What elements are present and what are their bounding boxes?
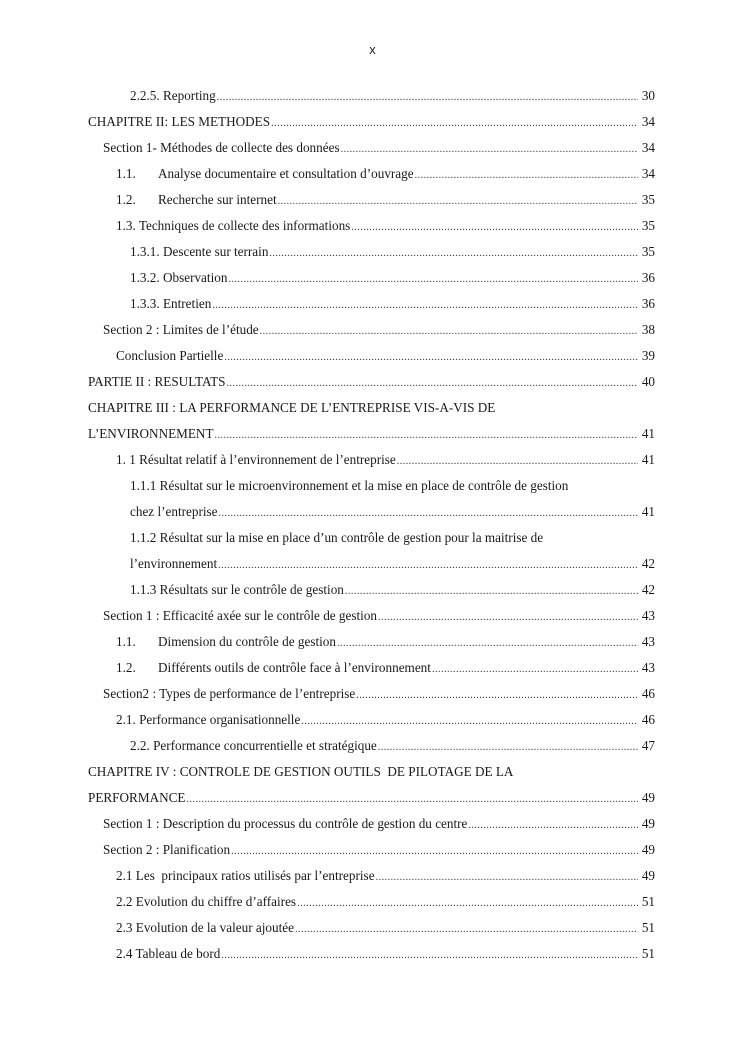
toc-entry-page: 49 bbox=[641, 816, 655, 831]
toc-entry-title: l’environnement bbox=[130, 556, 218, 571]
toc-entry-page: 51 bbox=[641, 894, 655, 909]
toc-entry-page: 49 bbox=[641, 842, 655, 857]
toc-entry-number: 1.2. bbox=[116, 660, 136, 675]
toc-entry[interactable] bbox=[130, 293, 655, 315]
toc-entry[interactable] bbox=[88, 761, 655, 783]
toc-entry-title bbox=[116, 631, 336, 653]
toc-entry[interactable] bbox=[130, 527, 655, 549]
toc-entry[interactable] bbox=[116, 709, 655, 731]
dot-leader bbox=[351, 217, 638, 239]
dot-leader bbox=[186, 789, 638, 811]
toc-entry-title: 1.1.1 Résultat sur le microenvironnement et la mise en place de contrôle de gestion bbox=[130, 478, 569, 493]
dot-leader bbox=[227, 373, 639, 395]
toc-entry[interactable] bbox=[130, 553, 655, 575]
dot-leader bbox=[219, 503, 639, 525]
toc-entry-title: 2.2 Evolution du chiffre d’affaires bbox=[116, 894, 297, 909]
toc-entry[interactable] bbox=[130, 267, 655, 289]
toc-entry-title: 1.1.3 Résultats sur le contrôle de gestion bbox=[130, 582, 344, 597]
dot-leader bbox=[269, 243, 638, 265]
toc-entry[interactable] bbox=[116, 449, 655, 471]
toc-entry[interactable] bbox=[116, 943, 655, 965]
toc-entry-page: 51 bbox=[641, 920, 655, 935]
toc-entry-title: chez l’entreprise bbox=[130, 504, 218, 519]
toc-entry-page: 49 bbox=[641, 868, 655, 883]
toc-entry-number: 1.2. bbox=[116, 192, 136, 207]
toc-entry[interactable] bbox=[116, 891, 655, 913]
toc-entry-title: L’ENVIRONNEMENT bbox=[88, 426, 214, 441]
toc-entry-title: Section 2 : Limites de l’étude bbox=[103, 322, 259, 337]
toc-entry-page: 35 bbox=[641, 218, 655, 233]
toc-entry-label: Recherche sur internet bbox=[158, 192, 277, 207]
toc-entry-title: CHAPITRE IV : CONTROLE DE GESTION OUTILS DE PILOTAGE DE LA bbox=[88, 764, 514, 779]
toc-entry[interactable] bbox=[130, 579, 655, 601]
toc-entry[interactable] bbox=[116, 917, 655, 939]
toc-entry-title: Section 1 : Efficacité axée sur le contrôle de gestion bbox=[103, 608, 378, 623]
toc-entry-page: 39 bbox=[641, 348, 655, 363]
dot-leader bbox=[228, 269, 638, 291]
toc-entry[interactable] bbox=[103, 839, 655, 861]
dot-leader bbox=[376, 867, 638, 889]
toc-entry-page: 34 bbox=[641, 140, 655, 155]
toc-entry-number: 1.1. bbox=[116, 166, 136, 181]
toc-entry-page: 34 bbox=[641, 114, 655, 129]
toc-entry-title: Section2 : Types de performance de l’entreprise bbox=[103, 686, 356, 701]
toc-entry-page: 49 bbox=[641, 790, 655, 805]
dot-leader bbox=[217, 87, 638, 109]
toc-entry[interactable] bbox=[116, 345, 655, 367]
toc-entry-page: 41 bbox=[641, 504, 655, 519]
dot-leader bbox=[378, 737, 638, 759]
dot-leader bbox=[378, 607, 638, 629]
page-number: x bbox=[369, 42, 376, 57]
toc-entry[interactable] bbox=[103, 319, 655, 341]
toc-entry-title bbox=[116, 163, 414, 185]
toc-entry-title: 2.3 Evolution de la valeur ajoutée bbox=[116, 920, 294, 935]
toc-entry-title: 1.3. Techniques de collecte des informations bbox=[116, 218, 351, 233]
toc-entry[interactable] bbox=[116, 865, 655, 887]
toc-entry-title: 1. 1 Résultat relatif à l’environnement de l’entreprise bbox=[116, 452, 396, 467]
dot-leader bbox=[224, 347, 638, 369]
dot-leader bbox=[221, 945, 638, 967]
toc-entry-page: 36 bbox=[641, 270, 655, 285]
toc-entry-page: 46 bbox=[641, 712, 655, 727]
toc-entry-number: 1.1. bbox=[116, 634, 136, 649]
dot-leader bbox=[297, 893, 638, 915]
toc-entry-title: Section 1- Méthodes de collecte des données bbox=[103, 140, 340, 155]
toc-entry-page: 34 bbox=[641, 166, 655, 181]
toc-entry[interactable] bbox=[103, 605, 655, 627]
toc-entry-title: PARTIE II : RESULTATS bbox=[88, 374, 226, 389]
toc-entry-page: 38 bbox=[641, 322, 655, 337]
toc-entry[interactable] bbox=[88, 787, 655, 809]
toc-entry-title bbox=[116, 189, 277, 211]
toc-entry-page: 47 bbox=[641, 738, 655, 753]
toc-entry-page: 36 bbox=[641, 296, 655, 311]
toc-entry-title: Section 1 : Description du processus du contrôle de gestion du centre bbox=[103, 816, 468, 831]
toc-entry-title: 2.2. Performance concurrentielle et stratégique bbox=[130, 738, 377, 753]
dot-leader bbox=[295, 919, 638, 941]
toc-entry-page: 30 bbox=[641, 88, 655, 103]
toc-entry[interactable] bbox=[88, 423, 655, 445]
dot-leader bbox=[341, 139, 638, 161]
toc-entry-label: Dimension du contrôle de gestion bbox=[158, 634, 336, 649]
toc-entry-page: 35 bbox=[641, 244, 655, 259]
toc-entry[interactable] bbox=[103, 683, 655, 705]
toc-entry-page: 40 bbox=[641, 374, 655, 389]
toc-entry-label: Différents outils de contrôle face à l’environnement bbox=[158, 660, 431, 675]
toc-entry-title: 1.3.2. Observation bbox=[130, 270, 228, 285]
toc-entry[interactable] bbox=[130, 735, 655, 757]
toc-entry[interactable] bbox=[130, 85, 655, 107]
toc-entry-title: 2.2.5. Reporting bbox=[130, 88, 216, 103]
toc-entry[interactable] bbox=[130, 241, 655, 263]
toc-entry-title: 2.4 Tableau de bord bbox=[116, 946, 221, 961]
dot-leader bbox=[337, 633, 638, 655]
toc-entry[interactable] bbox=[88, 371, 655, 393]
toc-entry-title: 2.1. Performance organisationnelle bbox=[116, 712, 301, 727]
dot-leader bbox=[301, 711, 638, 733]
toc-entry-page: 35 bbox=[641, 192, 655, 207]
dot-leader bbox=[231, 841, 638, 863]
toc-entry[interactable] bbox=[88, 397, 655, 419]
dot-leader bbox=[415, 165, 638, 187]
dot-leader bbox=[278, 191, 638, 213]
toc-entry[interactable] bbox=[116, 163, 655, 185]
dot-leader bbox=[260, 321, 638, 343]
toc-entry-title: 2.1 Les principaux ratios utilisés par l’entreprise bbox=[116, 868, 375, 883]
dot-leader bbox=[215, 425, 638, 447]
toc-entry-page: 41 bbox=[641, 426, 655, 441]
toc-entry-page: 43 bbox=[641, 634, 655, 649]
dot-leader bbox=[356, 685, 638, 707]
toc-entry-title: 1.3.3. Entretien bbox=[130, 296, 212, 311]
toc-entry-title: CHAPITRE III : LA PERFORMANCE DE L’ENTREPRISE VIS-A-VIS DE bbox=[88, 400, 496, 415]
dot-leader bbox=[397, 451, 638, 473]
dot-leader bbox=[212, 295, 638, 317]
toc-entry-label: Analyse documentaire et consultation d’ouvrage bbox=[158, 166, 414, 181]
toc-entry-page: 43 bbox=[641, 608, 655, 623]
dot-leader bbox=[271, 113, 638, 135]
toc-entry-page: 51 bbox=[641, 946, 655, 961]
toc-entry-title: CHAPITRE II: LES METHODES bbox=[88, 114, 271, 129]
dot-leader bbox=[432, 659, 638, 681]
toc-entry-page: 42 bbox=[641, 582, 655, 597]
toc-entry[interactable] bbox=[116, 189, 655, 211]
toc-entry[interactable] bbox=[103, 137, 655, 159]
toc-entry-page: 43 bbox=[641, 660, 655, 675]
toc-entry[interactable] bbox=[116, 631, 655, 653]
toc-entry-title: 1.3.1. Descente sur terrain bbox=[130, 244, 269, 259]
dot-leader bbox=[345, 581, 638, 603]
toc-entry[interactable] bbox=[116, 657, 655, 679]
toc-entry-title: Conclusion Partielle bbox=[116, 348, 224, 363]
toc-entry-title: Section 2 : Planification bbox=[103, 842, 231, 857]
dot-leader bbox=[218, 555, 638, 577]
toc-entry-page: 42 bbox=[641, 556, 655, 571]
toc-entry-title bbox=[116, 657, 431, 679]
toc-entry[interactable] bbox=[130, 475, 655, 497]
toc-entry[interactable] bbox=[130, 501, 655, 523]
toc-entry-title: PERFORMANCE bbox=[88, 790, 186, 805]
toc-entry-page: 46 bbox=[641, 686, 655, 701]
toc-entry-title: 1.1.2 Résultat sur la mise en place d’un contrôle de gestion pour la maitrise de bbox=[130, 530, 544, 545]
toc-entry-page: 41 bbox=[641, 452, 655, 467]
toc-entry[interactable] bbox=[88, 111, 655, 133]
toc-entry[interactable] bbox=[116, 215, 655, 237]
toc-entry[interactable] bbox=[103, 813, 655, 835]
dot-leader bbox=[468, 815, 638, 837]
